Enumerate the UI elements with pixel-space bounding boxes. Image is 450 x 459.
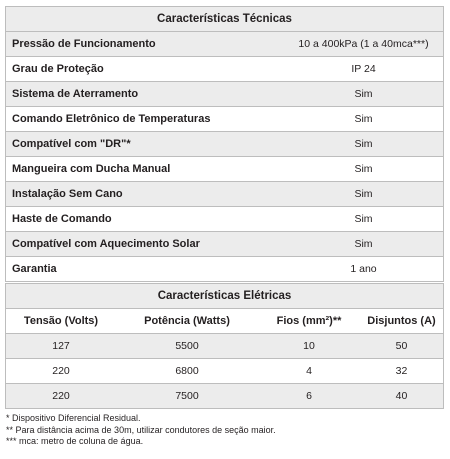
header-power: Potência (Watts) [144, 315, 230, 327]
table-row [6, 82, 443, 107]
spec-label: Haste de Comando [12, 213, 112, 225]
cell-voltage: 127 [52, 340, 70, 352]
cell-breaker: 50 [395, 340, 408, 352]
table-row [6, 157, 443, 182]
spec-value: 1 ano [350, 263, 377, 275]
table-row [6, 107, 443, 132]
cell-wires: 10 [303, 340, 315, 352]
electrical-specs-table [5, 283, 444, 409]
spec-value: IP 24 [351, 63, 376, 75]
spec-value: 10 a 400kPa (1 a 40mca***) [298, 38, 429, 50]
spec-value: Sim [354, 88, 373, 100]
technical-specs-table [5, 6, 444, 282]
spec-value: Sim [354, 188, 373, 200]
table-row [6, 207, 443, 232]
footnote: ** Para distância acima de 30m, utilizar condutores de seção maior. [6, 424, 276, 435]
cell-power: 5500 [175, 340, 199, 352]
spec-value: Sim [354, 138, 373, 150]
header-breaker: Disjuntos (A) [367, 315, 436, 327]
table-row [6, 182, 443, 207]
footnote: * Dispositivo Diferencial Residual. [6, 413, 141, 423]
spec-value: Sim [354, 163, 373, 175]
cell-voltage: 220 [52, 390, 70, 402]
header-wires: Fios (mm²)** [276, 315, 342, 327]
table-row [6, 384, 443, 408]
cell-power: 6800 [175, 365, 199, 377]
spec-label: Garantia [12, 263, 57, 275]
electrical-specs-header [6, 309, 443, 334]
technical-specs-rows [6, 32, 443, 281]
table-row [6, 32, 443, 57]
cell-wires: 4 [306, 365, 312, 377]
spec-value: Sim [354, 113, 373, 125]
table-row [6, 257, 443, 281]
spec-label: Instalação Sem Cano [12, 188, 123, 200]
cell-power: 7500 [175, 390, 199, 402]
spec-value: Sim [354, 213, 373, 225]
table-row [6, 57, 443, 82]
footnotes [6, 413, 276, 448]
cell-voltage: 220 [52, 365, 70, 377]
table-row [6, 132, 443, 157]
spec-label: Compatível com "DR"* [12, 138, 131, 150]
cell-wires: 6 [306, 390, 312, 402]
table-row [6, 334, 443, 359]
spec-label: Compatível com Aquecimento Solar [12, 238, 200, 250]
header-voltage: Tensão (Volts) [23, 315, 99, 327]
footnote: *** mca: metro de coluna de água. [6, 436, 144, 446]
cell-breaker: 40 [395, 390, 408, 402]
electrical-specs-rows [6, 334, 443, 408]
spec-label: Comando Eletrônico de Temperaturas [12, 113, 211, 125]
table-row [6, 359, 443, 384]
cell-breaker: 32 [395, 365, 408, 377]
spec-label: Grau de Proteção [12, 63, 104, 75]
electrical-specs-title: Características Elétricas [6, 284, 443, 309]
spec-value: Sim [354, 238, 373, 250]
spec-label: Sistema de Aterramento [12, 88, 139, 100]
table-row [6, 232, 443, 257]
spec-label: Mangueira com Ducha Manual [12, 163, 171, 175]
spec-label: Pressão de Funcionamento [12, 38, 156, 50]
technical-specs-title: Características Técnicas [6, 7, 443, 32]
